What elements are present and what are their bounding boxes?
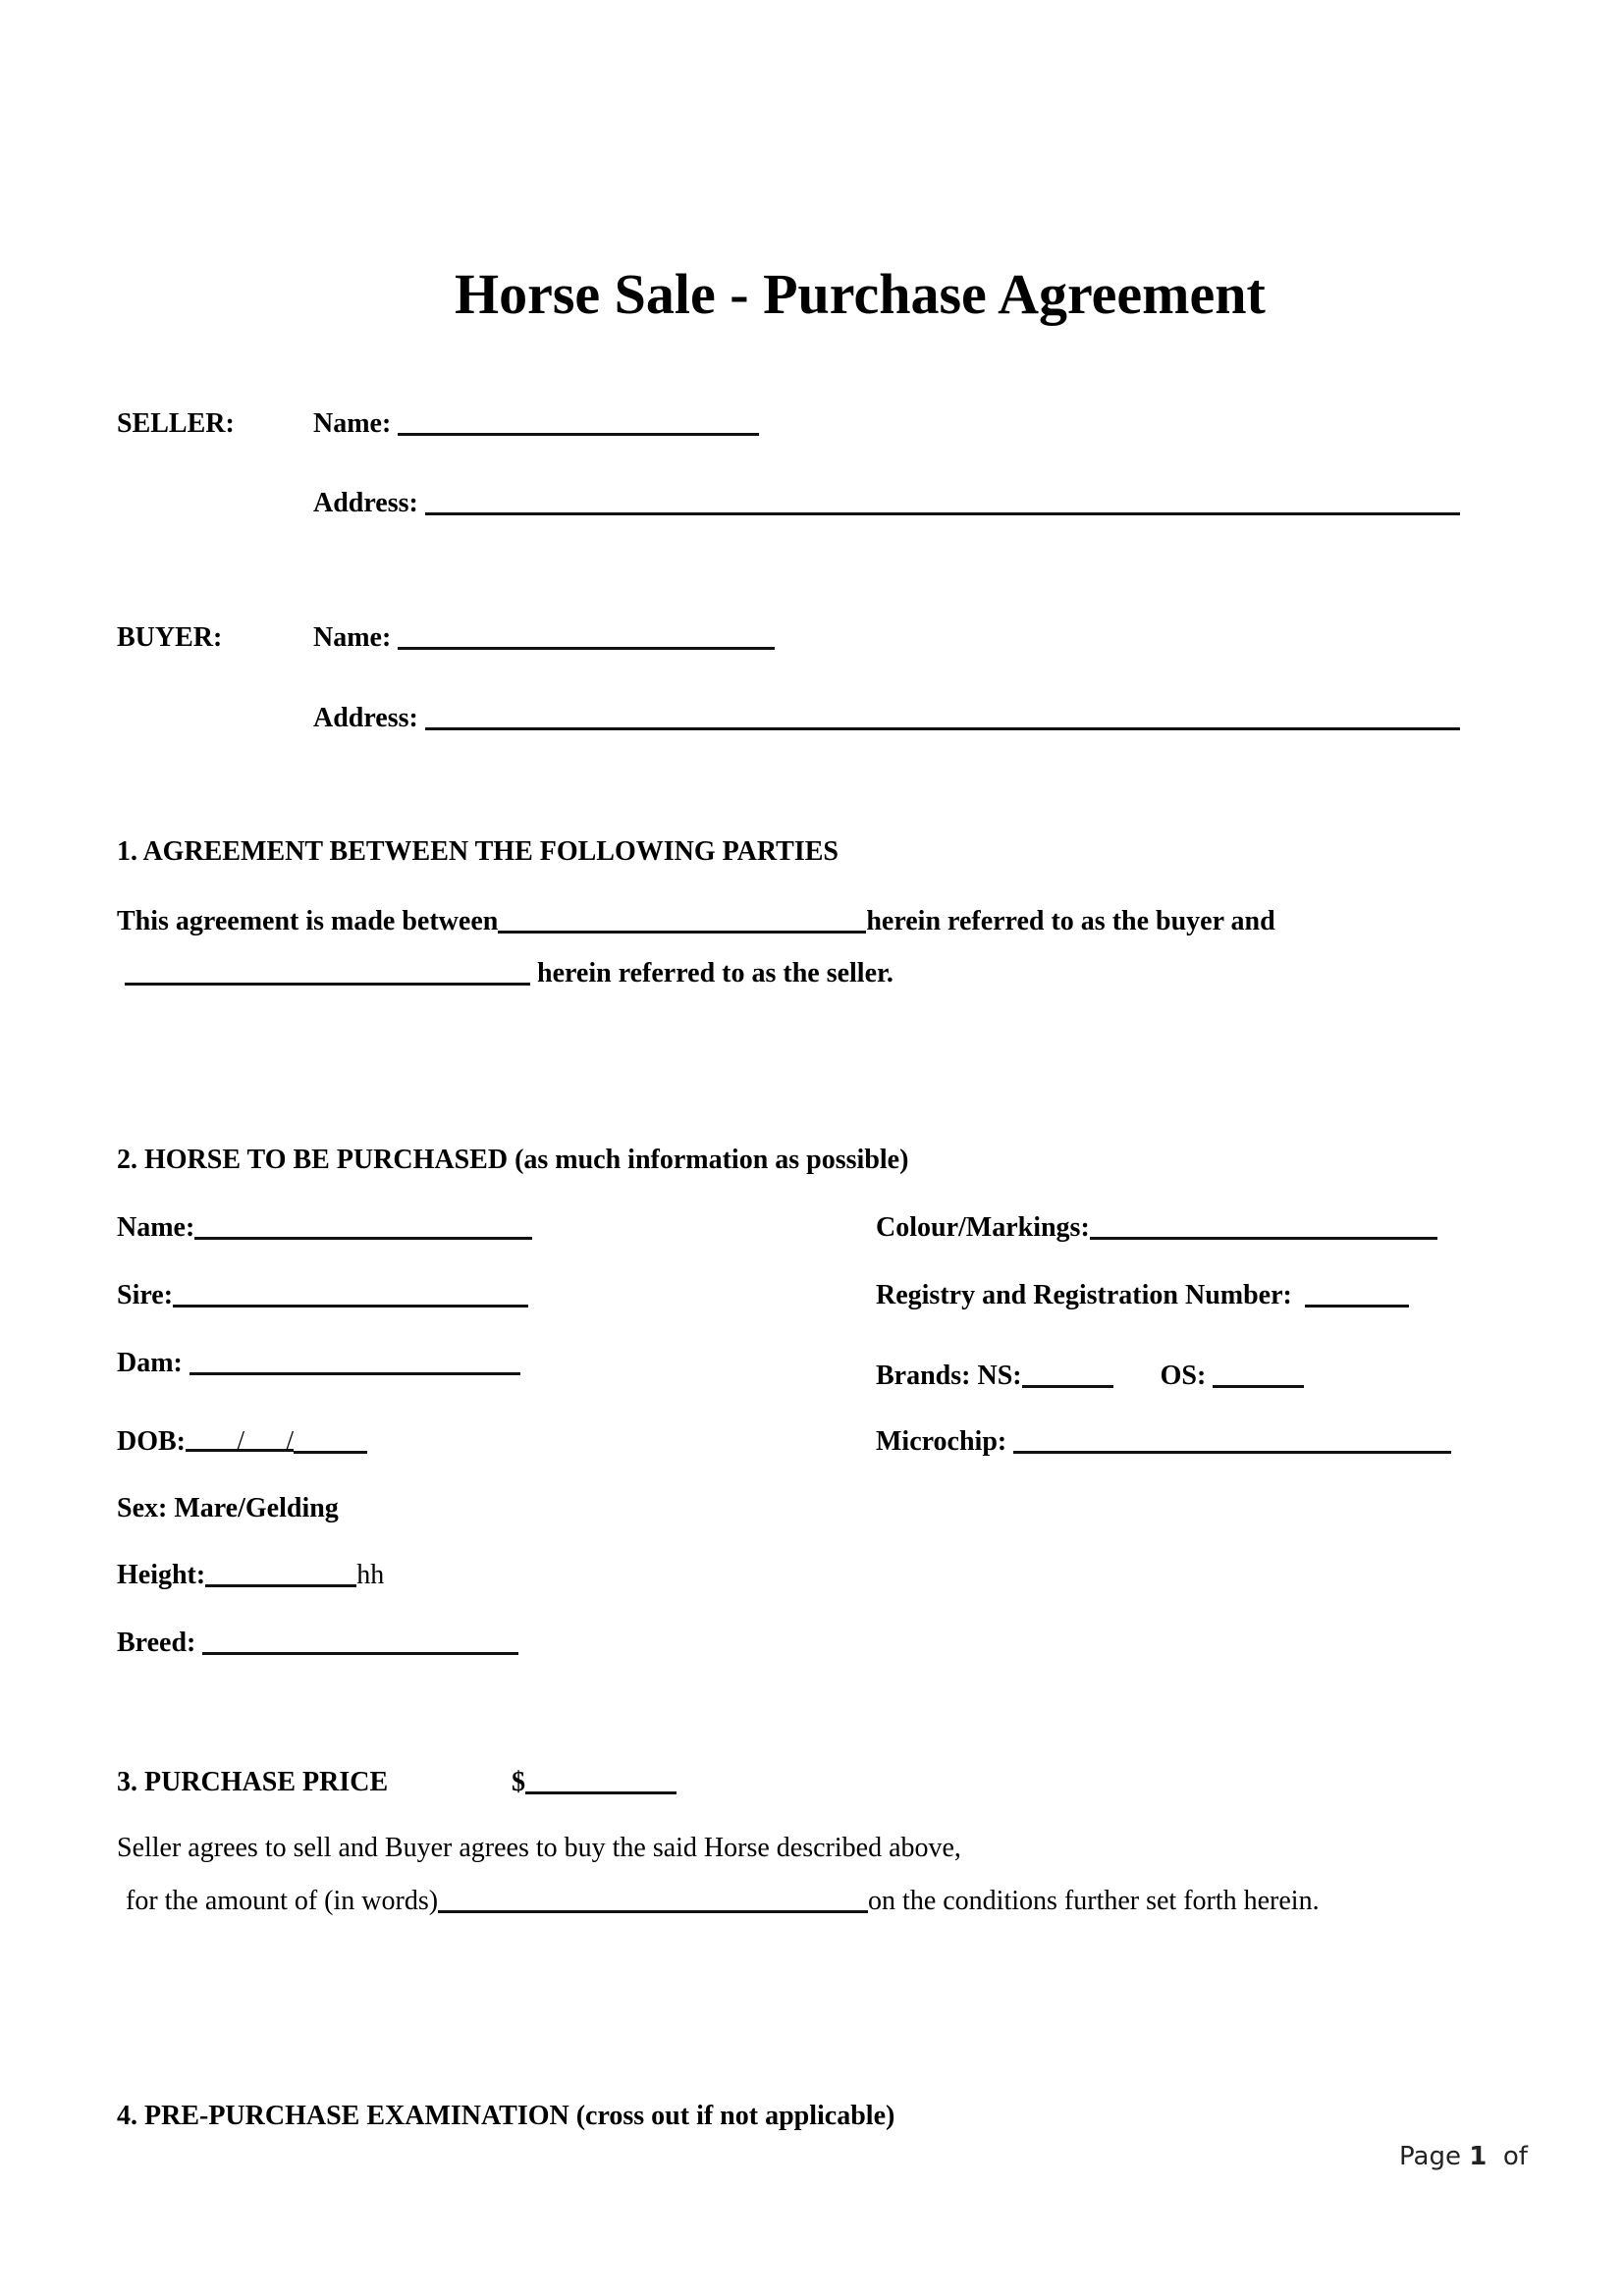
section4-heading: 4. PRE-PURCHASE EXAMINATION (cross out if not applicable) bbox=[117, 2101, 895, 2131]
brands-ns-field[interactable] bbox=[1022, 1362, 1113, 1388]
horse-registry-field[interactable] bbox=[1305, 1281, 1409, 1308]
buyer-name-row bbox=[313, 621, 775, 655]
horse-dam-field[interactable] bbox=[189, 1349, 520, 1375]
section1-heading: 1. AGREEMENT BETWEEN THE FOLLOWING PARTIES bbox=[117, 836, 839, 867]
page-number: 1 bbox=[1469, 2142, 1488, 2171]
section3-heading: 3. PURCHASE PRICE bbox=[117, 1767, 389, 1797]
dob-year-field[interactable] bbox=[294, 1427, 367, 1454]
buyer-name-label: Name: bbox=[313, 622, 392, 653]
horse-breed-row: Breed: bbox=[117, 1627, 518, 1660]
section1-line2 bbox=[125, 957, 893, 990]
dob-month-field[interactable]: / bbox=[244, 1425, 294, 1452]
horse-registry-row: Registry and Registration Number: bbox=[876, 1279, 1409, 1312]
seller-name-field[interactable] bbox=[398, 409, 759, 436]
section2-heading: 2. HORSE TO BE PURCHASED (as much information as possible) bbox=[117, 1145, 909, 1175]
buyer-name-field[interactable] bbox=[398, 623, 775, 650]
buyer-address-field[interactable] bbox=[425, 704, 1460, 730]
page-footer: Page 1 of bbox=[1399, 2142, 1528, 2171]
section1-line1-prefix: This agreement is made between bbox=[117, 906, 499, 936]
seller-name-label: Name: bbox=[313, 408, 392, 439]
horse-colour-row: Colour/Markings: bbox=[876, 1211, 1437, 1245]
section3-sentence2: for the amount of (in words) on the conditions further set forth herein. bbox=[126, 1886, 1320, 1916]
section3-sentence1: Seller agrees to sell and Buyer agrees to buy the said Horse described above, bbox=[117, 1833, 961, 1863]
seller-address-row bbox=[313, 487, 1460, 520]
price-in-words-field[interactable] bbox=[438, 1887, 868, 1913]
buyer-address-row bbox=[313, 702, 1460, 735]
section1-line1 bbox=[117, 905, 1275, 938]
section1-line1-suffix: herein referred to as the buyer and bbox=[866, 906, 1275, 936]
seller-address-field[interactable] bbox=[425, 489, 1460, 515]
horse-microchip-field[interactable] bbox=[1013, 1427, 1451, 1454]
buyer-address-label: Address: bbox=[313, 703, 418, 733]
purchase-price-row: $ bbox=[512, 1766, 677, 1799]
horse-height-field[interactable] bbox=[205, 1561, 356, 1587]
seller-address-label: Address: bbox=[313, 488, 418, 518]
horse-name-field[interactable] bbox=[194, 1213, 532, 1240]
horse-sex: Sex: Mare/Gelding bbox=[117, 1493, 339, 1523]
horse-dam-row: Dam: bbox=[117, 1347, 520, 1380]
horse-name-row: Name: bbox=[117, 1211, 532, 1245]
brands-os-field[interactable] bbox=[1213, 1362, 1304, 1388]
purchase-price-field[interactable] bbox=[525, 1768, 677, 1794]
horse-height-row: Height: hh bbox=[117, 1560, 385, 1590]
buyer-label: BUYER: bbox=[117, 622, 223, 653]
agreement-buyer-field[interactable] bbox=[498, 907, 866, 934]
seller-label: SELLER: bbox=[117, 408, 235, 439]
horse-brands-row: Brands: NS: OS: bbox=[876, 1360, 1304, 1393]
horse-sire-field[interactable] bbox=[173, 1281, 528, 1308]
horse-colour-field[interactable] bbox=[1090, 1213, 1437, 1240]
horse-microchip-row: Microchip: bbox=[876, 1425, 1451, 1459]
horse-dob-row: DOB: / / bbox=[117, 1425, 367, 1459]
horse-sire-row: Sire: bbox=[117, 1279, 528, 1312]
seller-name-row bbox=[313, 407, 759, 441]
document-title: Horse Sale - Purchase Agreement bbox=[455, 262, 1266, 326]
dob-day-field[interactable]: / bbox=[186, 1425, 244, 1452]
section1-line2-suffix: herein referred to as the seller. bbox=[530, 958, 893, 988]
agreement-seller-field[interactable] bbox=[125, 959, 530, 986]
horse-breed-field[interactable] bbox=[202, 1629, 518, 1655]
